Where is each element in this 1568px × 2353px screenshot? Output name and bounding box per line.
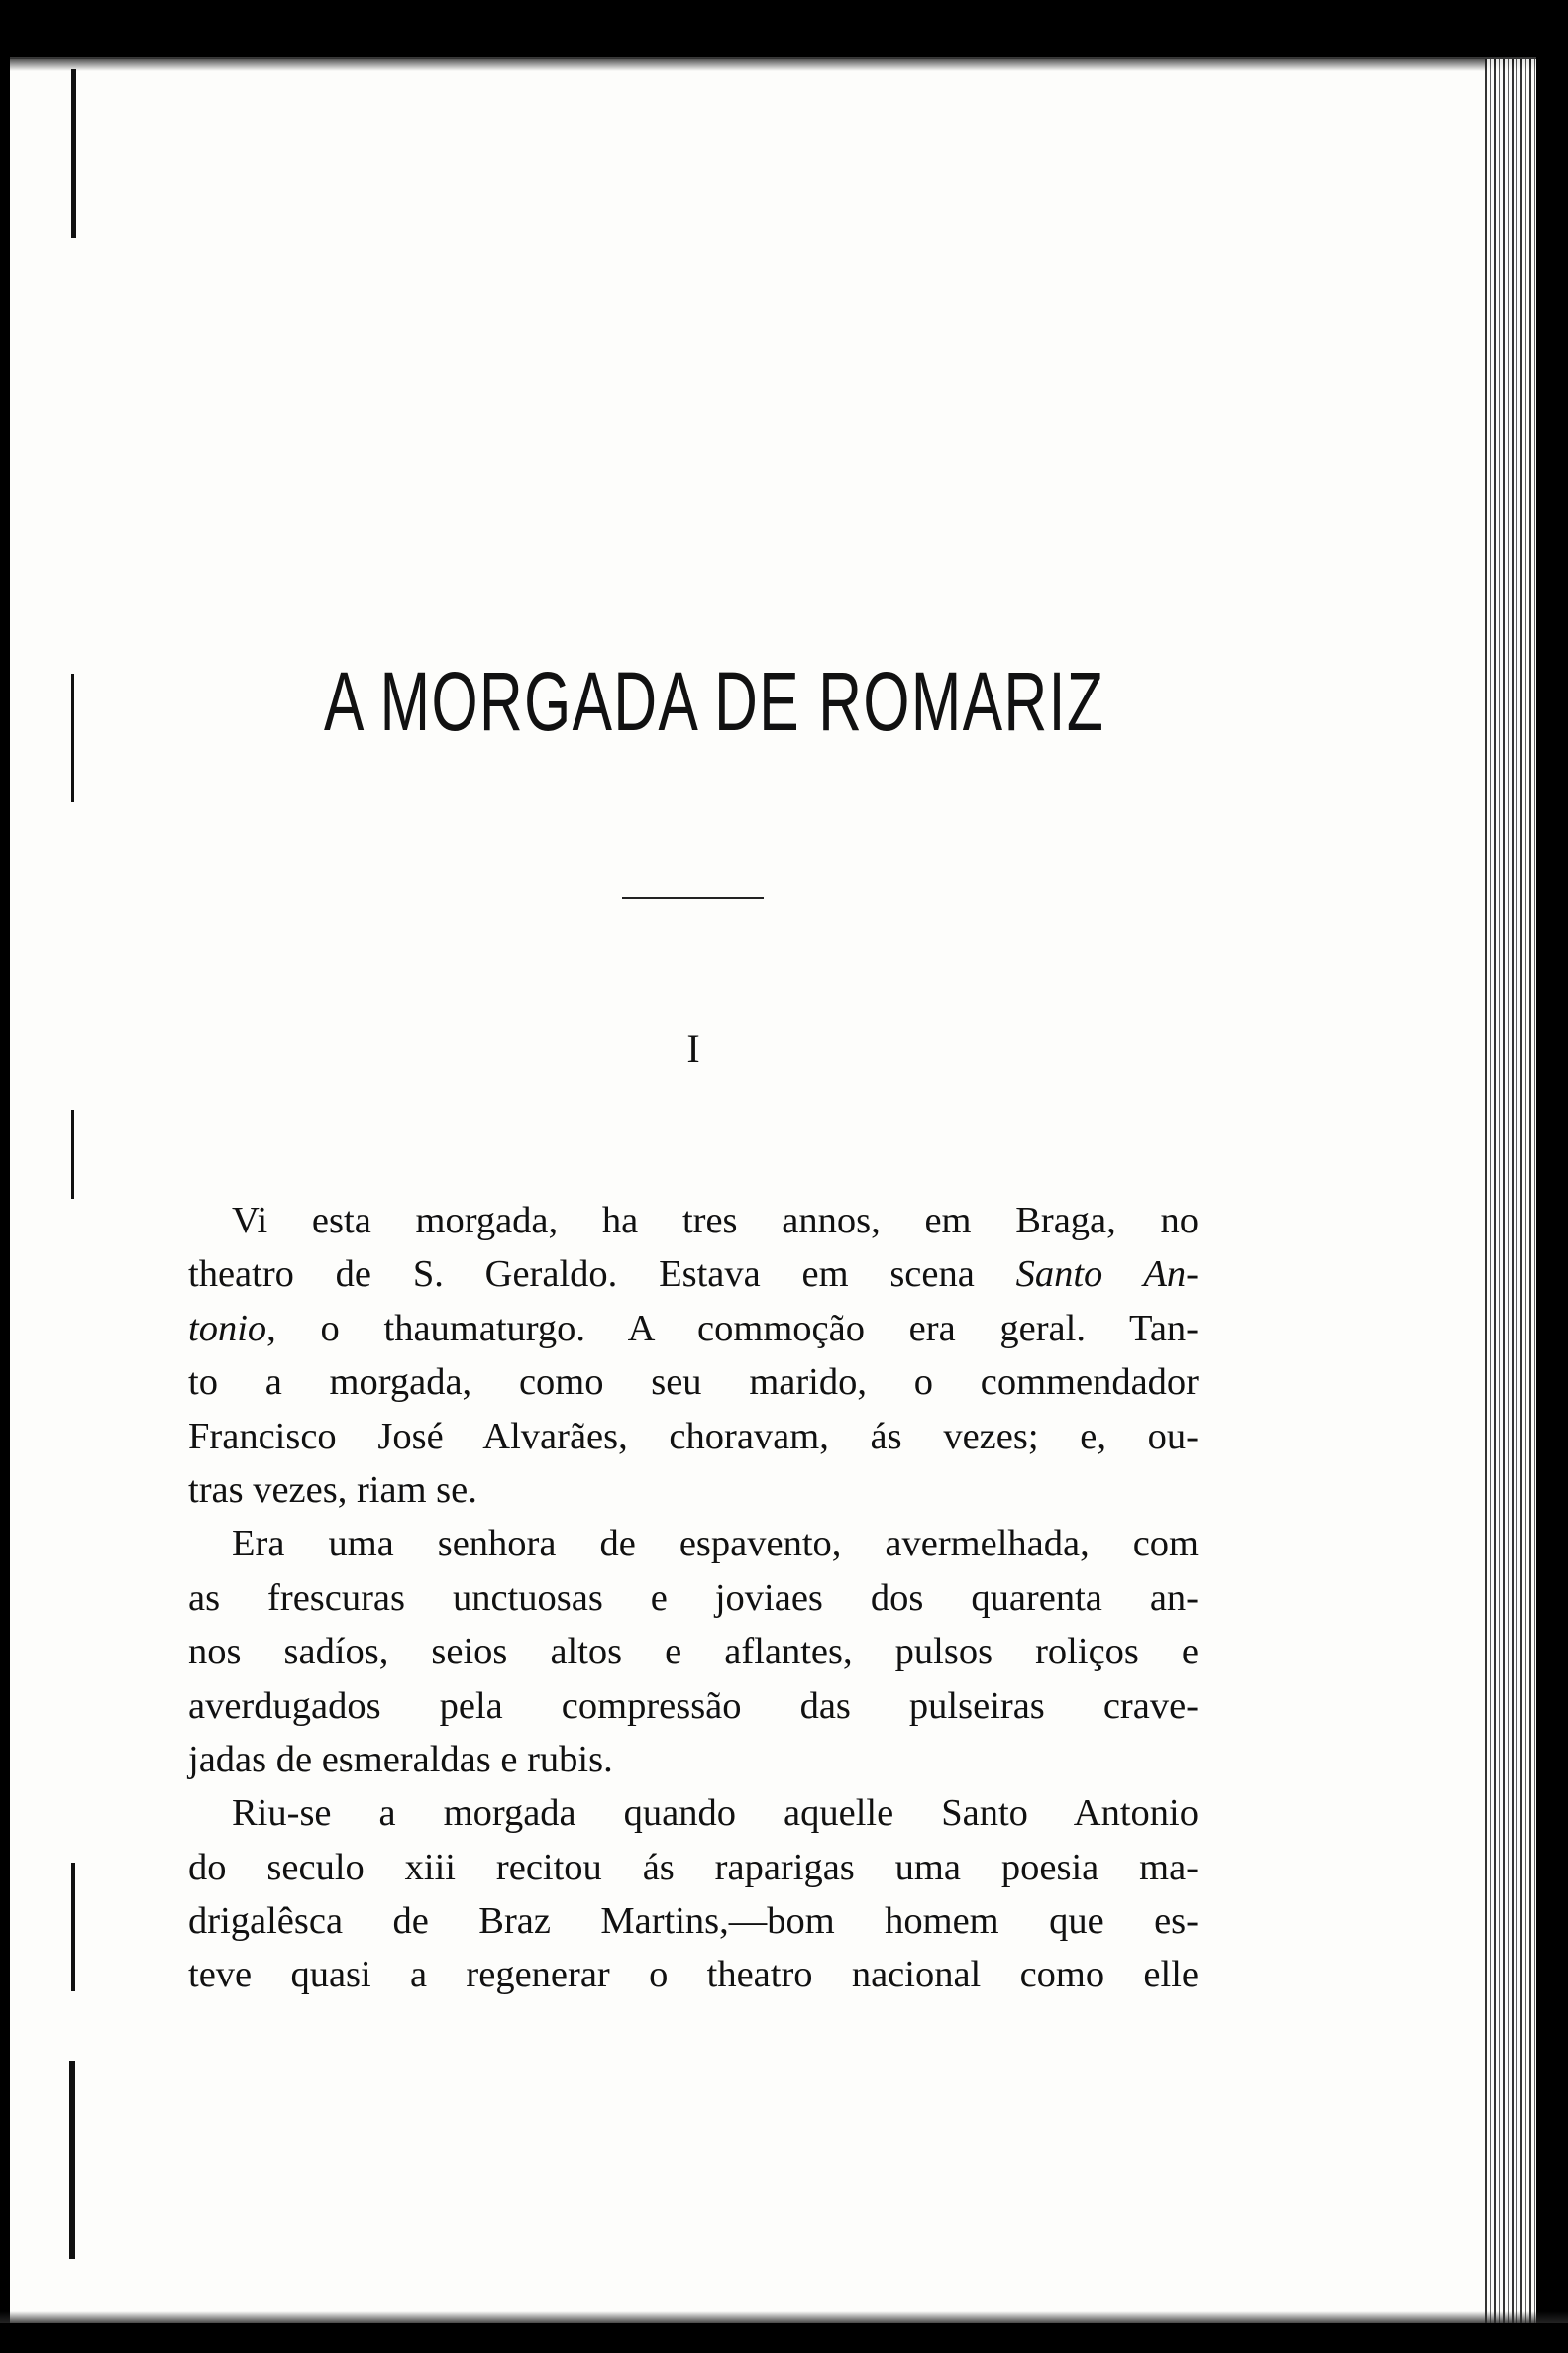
text-line (188, 1247, 1199, 1301)
scan-border-right (1536, 0, 1568, 2353)
text-line (188, 1517, 1199, 1570)
text-run: do seculo xiii recitou ás raparigas uma poesia ma- (188, 1846, 1199, 1888)
text-run: Francisco José Alvarães, choravam, ás vezes; e, ou- (188, 1415, 1199, 1457)
text-run: Vi esta morgada, ha tres annos, em Braga, no (232, 1200, 1199, 1241)
text-run: averdugados pela compressão das pulseiras crave- (188, 1684, 1199, 1727)
text-line (188, 1733, 1199, 1786)
text-line (188, 1625, 1199, 1678)
text-run: to a morgada, como seu marido, o commendador (188, 1361, 1199, 1404)
text-run: Riu-se a morgada quando aquelle Santo Antonio (232, 1792, 1199, 1835)
scan-border-bottom (0, 2323, 1568, 2353)
body-text (188, 1194, 1199, 2002)
text-line (188, 1355, 1199, 1409)
text-line (188, 1194, 1199, 1247)
text-line (188, 1410, 1199, 1463)
text-run: theatro de S. Geraldo. Estava em scena (188, 1253, 1016, 1296)
title-divider (622, 897, 764, 899)
spine-mark (69, 2061, 75, 2259)
text-run: teve quasi a regenerar o theatro nacional como elle (188, 1954, 1199, 1996)
spine-mark (71, 1863, 75, 1991)
scan-border-top (0, 0, 1568, 59)
text-run: tras vezes, riam se. (188, 1468, 477, 1511)
page-title: A MORGADA DE ROMARIZ (324, 655, 1105, 748)
scan-shadow-top (0, 57, 1568, 71)
text-line (188, 1463, 1199, 1517)
text-run-italic: Santo An- (1015, 1253, 1199, 1296)
text-line (188, 1894, 1199, 1948)
text-run: Era uma senhora de espavento, avermelhada, com (232, 1523, 1199, 1565)
chapter-numeral: I (686, 1026, 700, 1071)
spine-mark (71, 69, 76, 238)
spine-mark (71, 674, 74, 802)
text-run: jadas de esmeraldas e rubis. (188, 1738, 613, 1780)
scan-border-left (0, 0, 10, 2353)
text-run: nos sadíos, seios altos e aflantes, pulsos roliços e (188, 1631, 1199, 1673)
text-line (188, 1841, 1199, 1894)
text-run: , o thaumaturgo. A commoção era geral. Tan- (266, 1307, 1199, 1349)
text-run-italic: tonio (188, 1307, 267, 1349)
page-edge-stack (1485, 59, 1536, 2328)
text-line (188, 1948, 1199, 2001)
text-line (188, 1302, 1199, 1355)
spine-mark (71, 1110, 74, 1199)
text-line (188, 1786, 1199, 1840)
text-run: as frescuras unctuosas e joviaes dos quarenta an- (188, 1576, 1199, 1619)
text-line (188, 1679, 1199, 1733)
text-line (188, 1571, 1199, 1625)
text-run: drigalêsca de Braz Martins,—bom homem que es- (188, 1900, 1199, 1943)
